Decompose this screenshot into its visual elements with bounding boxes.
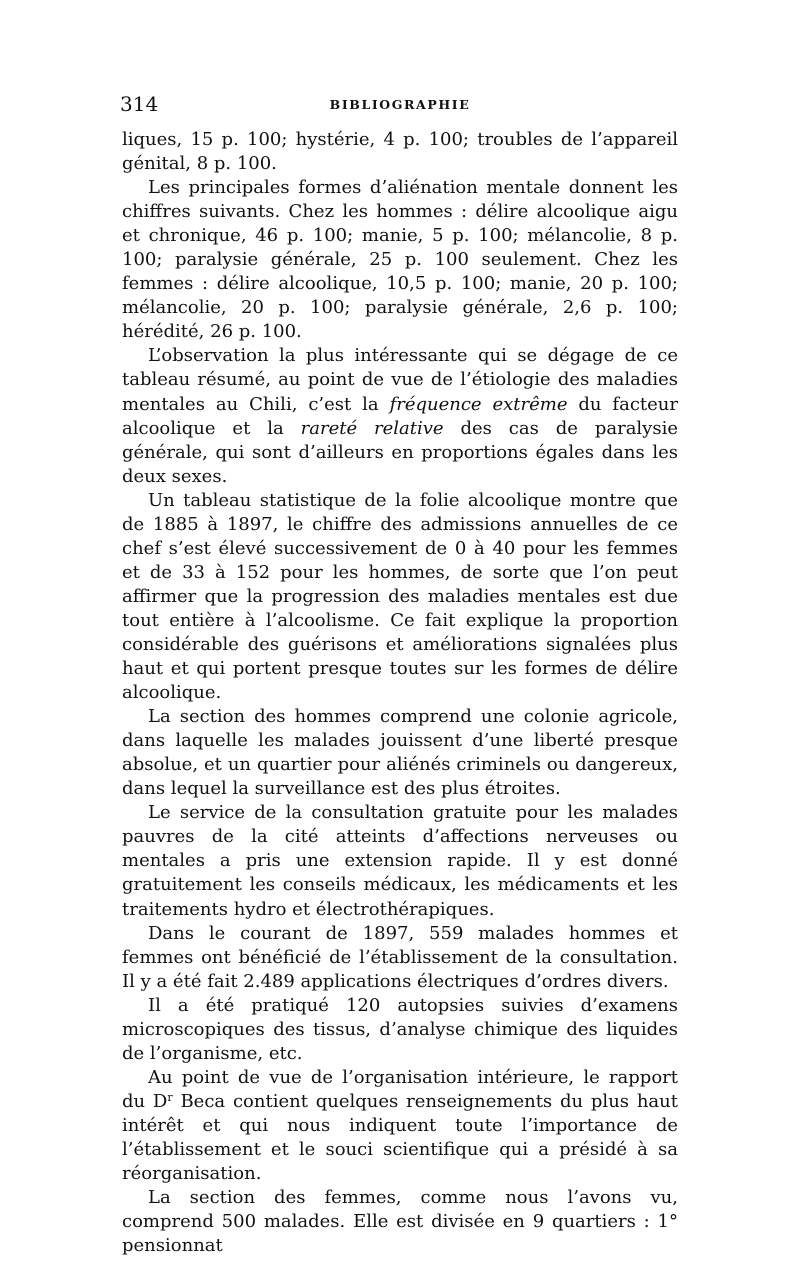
paragraph-organisation-text-2: Beca contient quelques renseignements du plus haut intérêt et qui nous indiquent toute l’importance de l’établissement et le souci scientifique qui a présidé à sa réorganisation. [122, 1090, 678, 1185]
emphasis-rarete-relative: rareté relative [300, 417, 444, 439]
page-header [120, 92, 680, 118]
paragraph-organisation-text-1: Au point de vue de l’organisation intérieure, le rapport du D [122, 1066, 678, 1112]
paragraph-observation [122, 344, 678, 488]
body-text [122, 128, 678, 1258]
paragraph-women-section: La section des femmes, comme nous l’avons vu, comprend 500 malades. Elle est divisée en 9 quartiers : 1° pensionnat [122, 1187, 678, 1257]
paragraph-continuation: liques, 15 p. 100; hystérie, 4 p. 100; troubles de l’appareil génital, 8 p. 100. [122, 129, 678, 175]
paragraph-men-section: La section des hommes comprend une colonie agricole, dans laquelle les malades jouissent d’une liberté presque absolue, et un quartier pour aliénés criminels ou dangereux, dans lequel la surveillance est des plus étroites. [122, 706, 678, 800]
paragraph-alienation-forms: Les principales formes d’aliénation mentale donnent les chiffres suivants. Chez les hommes : délire alcoolique aigu et chronique, 46 p. 100; manie, 5 p. 100; mélancolie, 8 p. 100; paralysie générale, 25 p. 100 seulement. Chez les femmes : délire alcoolique, 10,5 p. 100; manie, 20 p. 100; mélancolie, 20 p. 100; paralysie générale, 2,6 p. 100; hérédité, 26 p. 100. [122, 177, 678, 343]
paragraph-observation-text-1: L’observation la plus intéressante qui se dégage de ce tableau résumé, au point de vue de l’étiologie des maladies mentales au Chili, c’est la [122, 345, 678, 415]
running-title: BIBLIOGRAPHIE [329, 97, 471, 112]
paragraph-autopsies: Il a été pratiqué 120 autopsies suivies d’examens microscopiques des tissus, d’analyse chimique des liquides de l’organisme, etc. [122, 994, 678, 1064]
emphasis-frequence-extreme: fréquence extrême [389, 393, 568, 415]
paragraph-statistics: Un tableau statistique de la folie alcoolique montre que de 1885 à 1897, le chiffre des admissions annuelles de ce chef s’est élevé successivement de 0 à 40 pour les femmes et de 33 à 152 pour les hommes, de sorte que l’on peut affirmer que la progression des maladies mentales est due tout entière à l’alcoolisme. Ce fait explique la proportion considérable des guérisons et améliorations signalées plus haut et qui portent presque toutes sur les formes de délire alcoolique. [122, 489, 678, 704]
paragraph-observation-text-3: des cas de paralysie générale, qui sont d’ailleurs en proportions égales dans les deux sexes. [122, 417, 678, 487]
superscript-r: r [167, 1090, 173, 1104]
paragraph-consultation: Le service de la consultation gratuite pour les malades pauvres de la cité atteints d’affections nerveuses ou mentales a pris une extension rapide. Il y est donné gratuitement les conseils médicaux, les médicaments et les traitements hydro et électrothérapiques. [122, 802, 678, 920]
paragraph-organisation [122, 1066, 678, 1186]
paragraph-observation-text-2: du facteur alcoolique et la [122, 393, 678, 439]
page-number: 314 [120, 92, 159, 116]
paragraph-1897: Dans le courant de 1897, 559 malades hommes et femmes ont bénéficié de l’établissement de la consultation. Il y a été fait 2.489 applications électriques d’ordres divers. [122, 922, 678, 992]
